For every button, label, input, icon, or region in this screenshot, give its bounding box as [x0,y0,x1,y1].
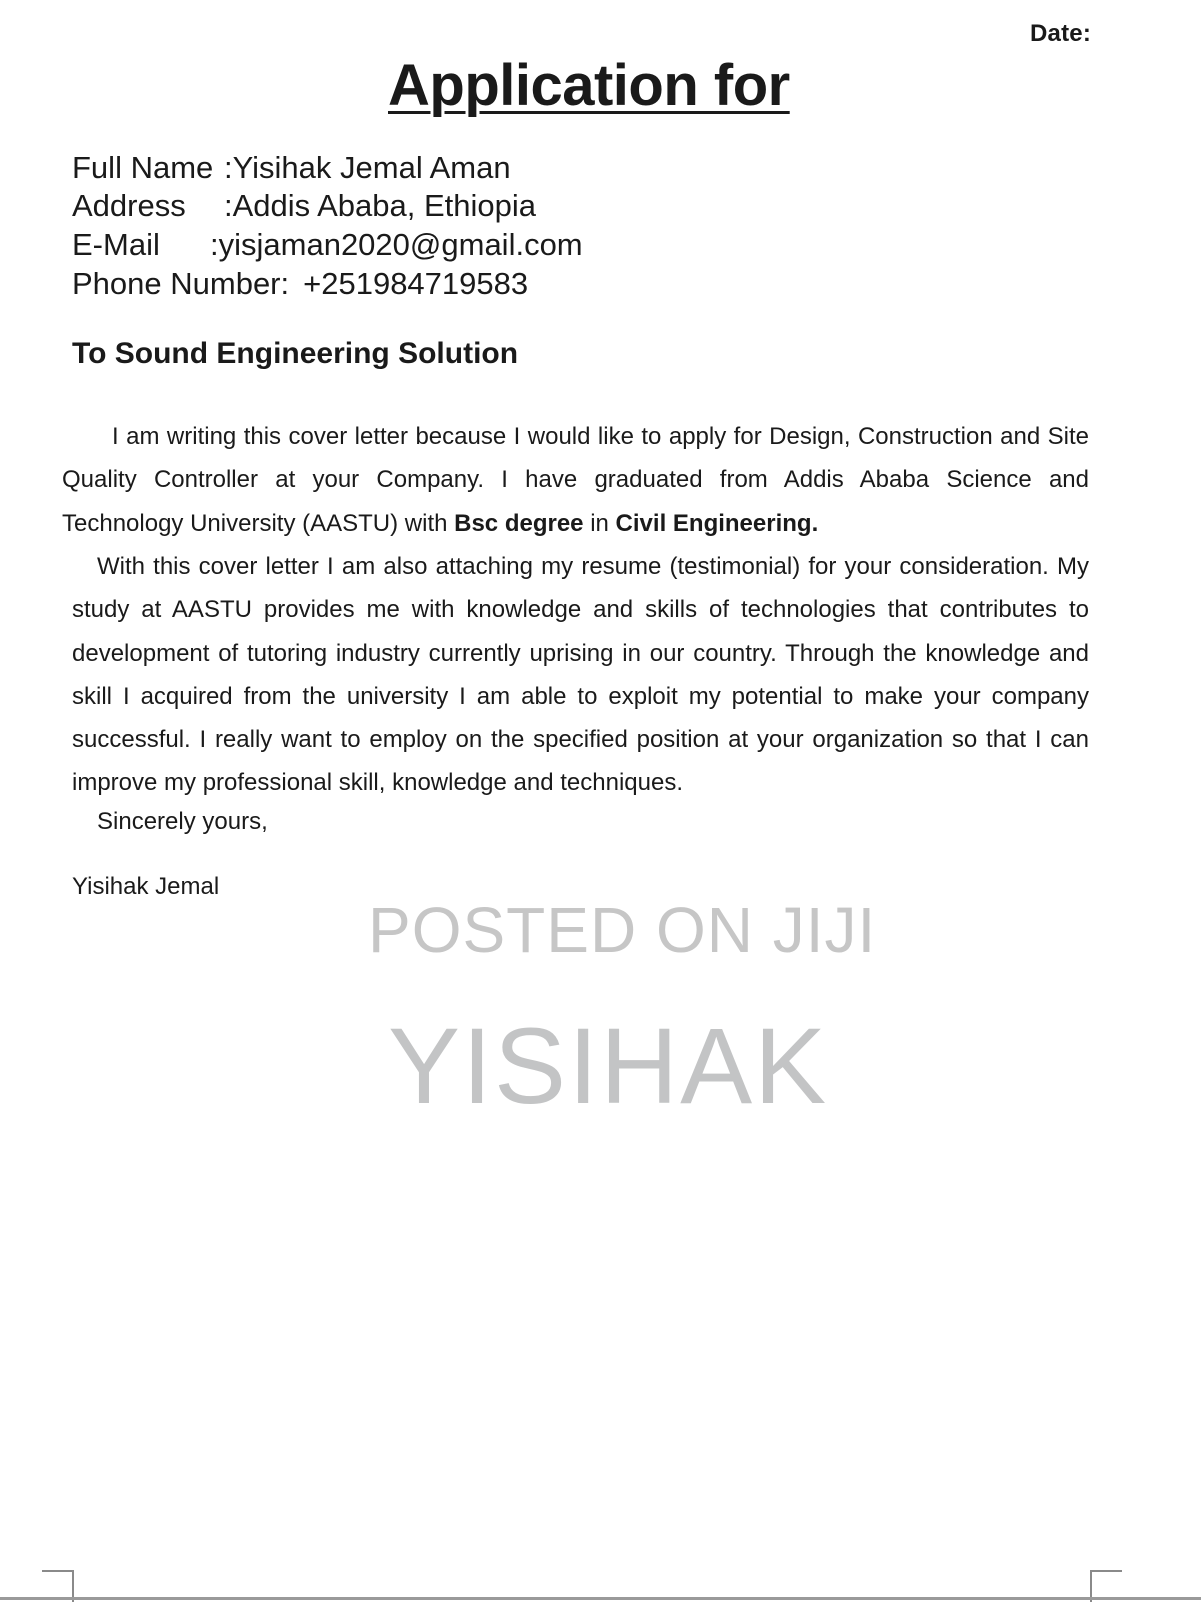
signature-name: Yisihak Jemal [72,873,220,900]
phone-value: +251984719583 [303,266,529,301]
email-separator: : [210,227,219,262]
address-separator: : [224,188,233,223]
email-value: yisjaman2020@gmail.com [218,227,583,262]
full-name-label: Full Name [72,150,214,185]
closing-line: Sincerely yours, [97,808,268,835]
phone-row [72,266,528,302]
body-paragraph-1 [62,415,1089,545]
full-name-row [72,150,511,186]
full-name-separator: : [224,150,233,185]
full-name-value: Yisihak Jemal Aman [232,150,511,185]
watermark-posted-on: POSTED ON JIJI [368,894,877,966]
email-row [72,227,583,263]
email-label: E-Mail [72,227,160,262]
address-row [72,188,536,224]
field-bold: Civil Engineering. [615,509,819,537]
address-value: Addis Ababa, Ethiopia [232,188,536,223]
degree-bold: Bsc degree [454,509,584,537]
recipient-line: To Sound Engineering Solution [72,337,519,370]
body-paragraph-2: With this cover letter I am also attaching my resume (testimonial) for your consideration. My study at AASTU provides me with knowledge and skills of technologies that contributes to development of tutoring industry currently uprising in our country. Through the knowledge and skill I acquired from the university I am able to exploit my potential to make your company successful. I really want to employ on the specified position at your organization so that I can improve my professional skill, knowledge and techniques. [72,553,1089,797]
address-label: Address [72,188,186,223]
paragraph-1-connector: in [583,509,616,537]
watermark-name: YISIHAK [388,1005,829,1126]
page-title: Application for [388,53,790,118]
phone-label: Phone Number: [72,266,290,301]
paragraph-1-text: I am writing this cover letter because I would like to apply for Design, Construction and Site Quality Controller at your Company. I have graduated from Addis Ababa Science and Technology University (AASTU) with [62,423,1089,537]
date-label: Date: [1030,20,1092,47]
